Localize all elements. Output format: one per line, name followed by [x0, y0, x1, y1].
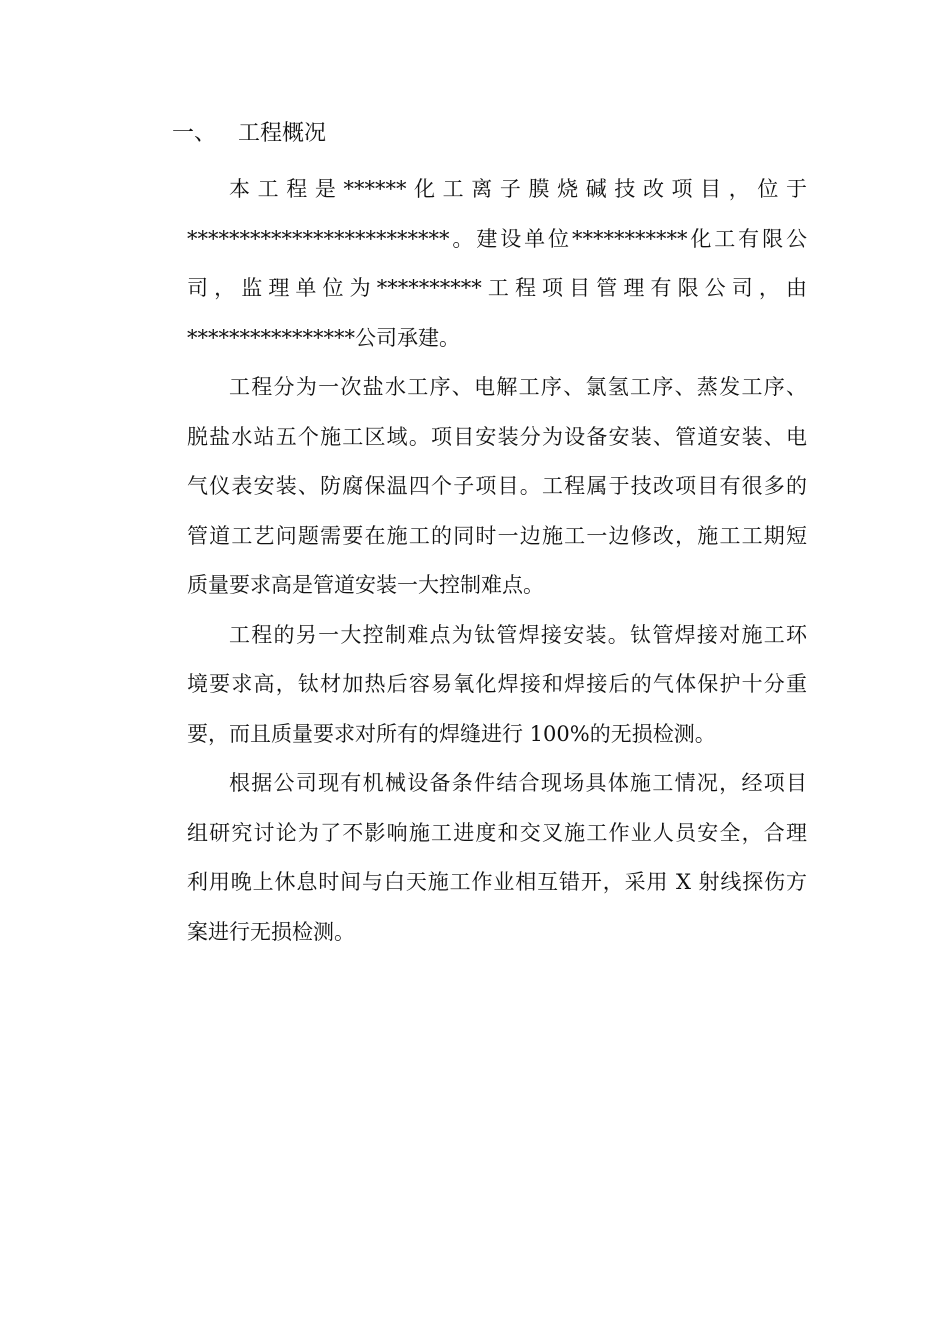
paragraph-line: ****************公司承建。	[187, 325, 460, 350]
paragraph-line: 质量要求高是管道安装一大控制难点。	[187, 573, 544, 597]
paragraph-line: 管道工艺问题需要在施工的同时一边施工一边修改，施工工期短	[187, 523, 807, 548]
paragraph-line: 组研究讨论为了不影响施工进度和交叉施工作业人员安全，合理	[187, 820, 807, 845]
section-heading	[172, 116, 326, 152]
paragraph-line: 根据公司现有机械设备条件结合现场具体施工情况，经项目	[229, 771, 807, 795]
paragraph-line: 气仪表安装、防腐保温四个子项目。工程属于技改项目有很多的	[187, 474, 807, 498]
paragraph-line: 本工程是******化工离子膜烧碱技改项目，位于	[229, 177, 807, 201]
paragraph-line: 司，监理单位为**********工程项目管理有限公司，由	[187, 276, 807, 300]
paragraph-line: 利用晚上休息时间与白天施工作业相互错开，采用 X 射线探伤方	[187, 870, 807, 894]
paragraph-line: 要，而且质量要求对所有的焊缝进行 100%的无损检测。	[187, 721, 716, 746]
paragraph-line: 工程的另一大控制难点为钛管焊接安装。钛管焊接对施工环	[229, 622, 807, 647]
section-title: 工程概况	[238, 121, 327, 146]
paragraph-line: 脱盐水站五个施工区域。项目安装分为设备安装、管道安装、电	[187, 424, 807, 449]
paragraph-line: 境要求高，钛材加热后容易氧化焊接和焊接后的气体保护十分重	[187, 672, 807, 696]
paragraph-line: 工程分为一次盐水工序、电解工序、氯氢工序、蒸发工序、	[229, 375, 807, 399]
section-number: 一、	[172, 121, 217, 146]
paragraph-inspection-plan	[187, 759, 807, 957]
paragraph-construction-areas	[187, 363, 807, 611]
paragraph-line: *************************。建设单位***********化工有限公	[187, 226, 807, 251]
paragraph-titanium-welding	[187, 611, 807, 760]
paragraph-project-info	[187, 165, 807, 363]
paragraph-line: 案进行无损检测。	[187, 919, 355, 944]
document-body	[187, 165, 807, 957]
